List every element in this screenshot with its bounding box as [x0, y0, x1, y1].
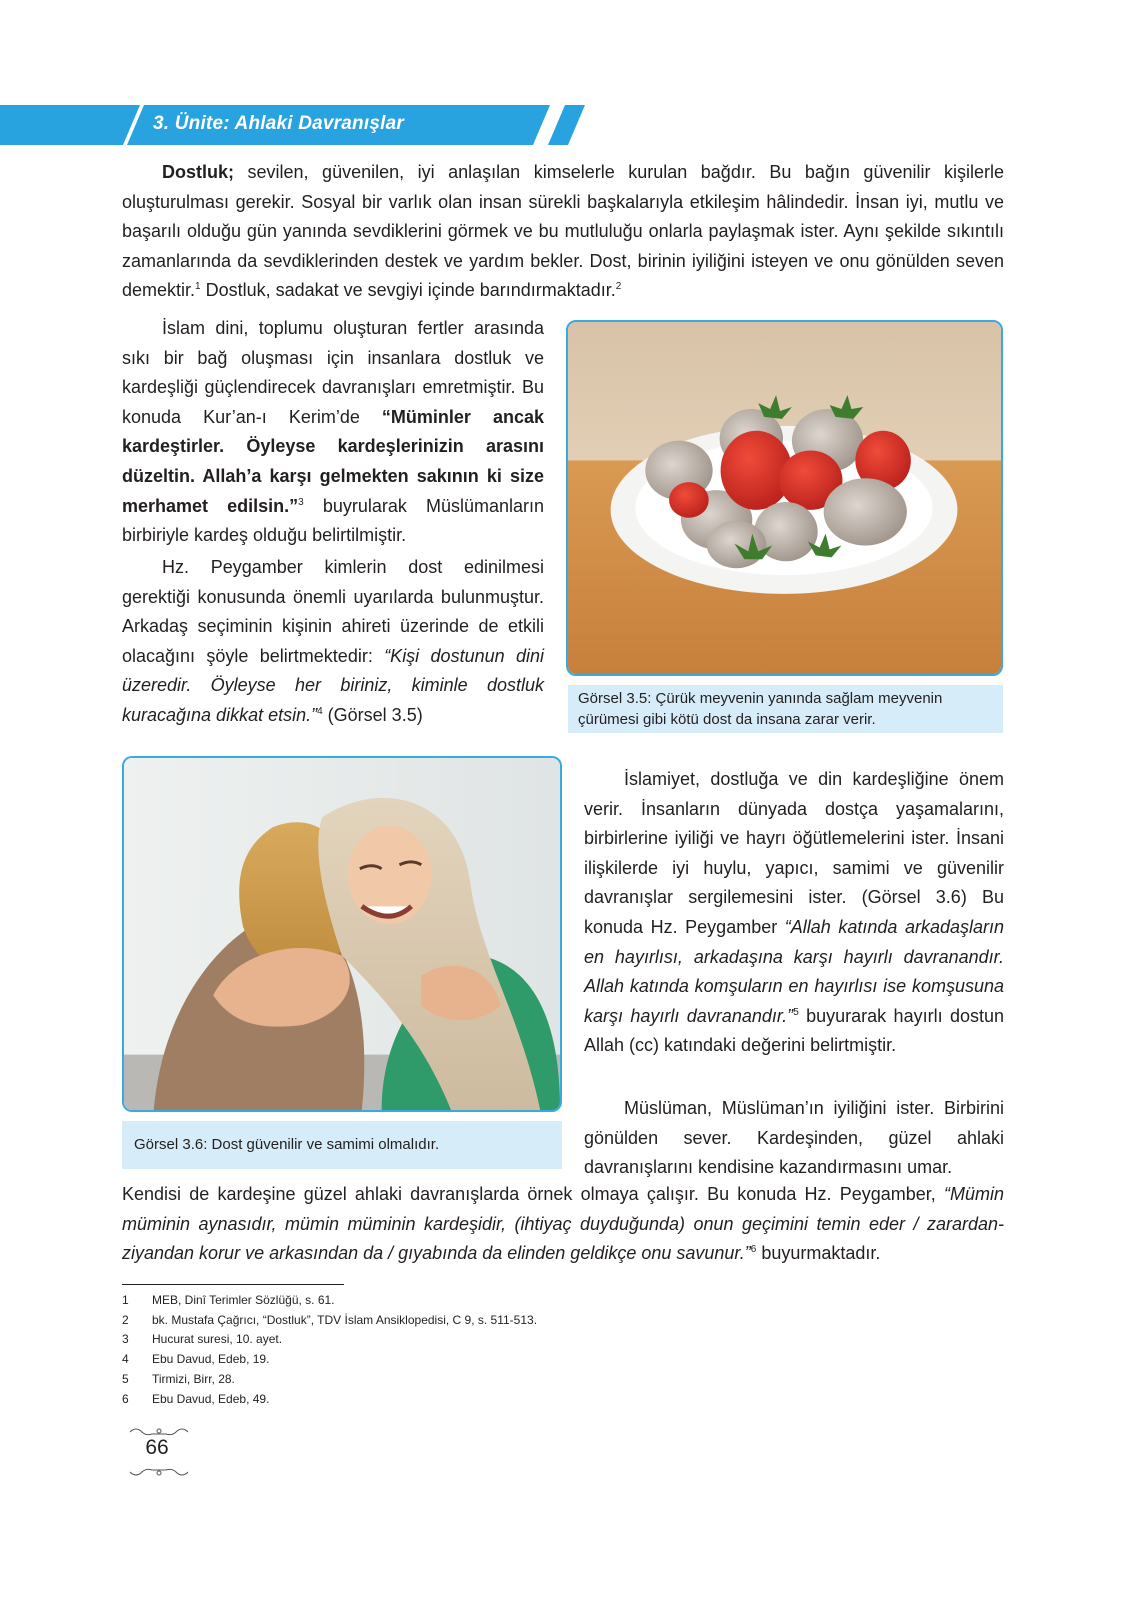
footnote-text: Hucurat suresi, 10. ayet.: [152, 1332, 283, 1347]
para4-text: İslamiyet, dostluğa ve din kardeşliğine önem verir. İnsanların dünyada dostça yaşamalarını, birbirlerine iyiliği ve hayrı öğütlemelerini ister. İnsani ilişkilerde iyi huylu, yapıcı, samimi ve güvenilir davranışlar sergilemesini ister. (Görsel 3.6) Bu konuda Hz. Peygamber: [584, 769, 1004, 937]
figure-3-6-caption: Görsel 3.6: Dost güvenilir ve samimi olmalıdır.: [122, 1121, 562, 1169]
hadith-quote-3: “Mümin müminin aynasıdır, mümin müminin kardeşidir, (ihtiyaç duyduğunda) onun geçimini temin eder / zarardan-ziyandan korur ve arkasından da / gıyabında da elinden geldikçe onu savunur.”: [122, 1184, 1004, 1264]
dostluk-term: Dostluk;: [162, 162, 234, 182]
footnote-item: [122, 1291, 537, 1311]
islam-brotherhood-paragraph: [122, 314, 544, 551]
footnote-ref-4: 4: [317, 705, 323, 717]
para3-text-2: (Görsel 3.5): [322, 704, 423, 725]
intro-paragraph: [122, 158, 1004, 306]
friend-choice-paragraph: [122, 553, 544, 731]
islam-friendship-paragraph: [584, 765, 1004, 1061]
para4-text-2: buyurarak hayırlı dostun Allah (cc) katındaki değerini belirtmiştir.: [584, 1005, 1004, 1056]
footnote-text: Ebu Davud, Edeb, 19.: [152, 1352, 270, 1367]
hadith-quote-2: “Allah katında arkadaşların en hayırlısı, arkadaşına karşı hayırlı davranandır. Allah katında komşuların en hayırlısı ise komşusuna karşı hayırlı davranandır.”: [584, 916, 1004, 1026]
footnote-item: [122, 1390, 537, 1410]
footnote-list: [122, 1291, 537, 1409]
footnote-item: [122, 1370, 537, 1390]
para6-text: Kendisi de kardeşine güzel ahlaki davranışlarda örnek olmaya çalışır. Bu konuda Hz. Peygamber,: [122, 1184, 944, 1204]
footnote-ref-1: 1: [195, 281, 201, 293]
muslim-goodwill-paragraph: [584, 1094, 1004, 1183]
figure-3-5-caption: Görsel 3.5: Çürük meyvenin yanında sağlam meyvenin çürümesi gibi kötü dost da insana zarar verir.: [568, 685, 1003, 733]
footnote-item: [122, 1330, 537, 1350]
footnote-number: 6: [122, 1391, 129, 1406]
para5-text: Müslüman, Müslüman’ın iyiliğini ister. Birbirini gönülden sever. Kardeşinden, güzel ahlaki davranışlarını kendisine kazandırmasını umar.: [584, 1098, 1004, 1178]
para2-text: İslam dini, toplumu oluşturan fertler arasında sıkı bir bağ oluşması için insanlara dostluk ve kardeşliği güçlendirecek davranışları emretmiştir. Bu konuda Kur’an-ı Kerim’de: [122, 318, 544, 427]
quran-quote: “Müminler ancak kardeştirler. Öyleyse kardeşlerinizin arasını düzeltin. Allah’a karşı gelmekten sakının ki size merhamet edilsin.”: [122, 406, 544, 516]
para6-text-2: buyurmaktadır.: [756, 1243, 881, 1264]
footnote-number: 2: [122, 1312, 129, 1327]
footnote-ref-3: 3: [298, 496, 304, 508]
para2-text-2: buyrularak Müslümanların birbiriyle kardeş olduğu belirtilmiştir.: [122, 495, 544, 546]
footnote-item: [122, 1311, 537, 1331]
intro-text: sevilen, güvenilen, iyi anlaşılan kimselerle kurulan bağdır. Bu bağın güvenilir kişilerle oluşturulması gerekir. Sosyal bir varlık olan insan sürekli başkalarıyla etkileşim hâlindedir. İnsan iyi, mutlu ve başarılı olduğu gün yanında sevdiklerini görmek ve bu mutluluğu onlarla paylaşmak ister. Aynı şekilde sıkıntılı zamanlarında da sevdiklerinden destek ve yardım bekler. Dost, birinin iyiliğini isteyen ve onu gönülden seven demektir.: [122, 162, 1004, 301]
footnote-text: Ebu Davud, Edeb, 49.: [152, 1391, 270, 1406]
footnote-number: 3: [122, 1332, 129, 1347]
strawberries-plate-image: [566, 320, 1003, 676]
footnote-ref-5: 5: [793, 1006, 799, 1018]
footnote-text: Tirmizi, Birr, 28.: [152, 1371, 235, 1386]
footnote-divider: [122, 1284, 344, 1285]
women-hugging-image: [122, 756, 562, 1112]
footnote-ref-6: 6: [750, 1244, 757, 1256]
footnote-ref-2: 2: [615, 281, 622, 293]
footnote-item: [122, 1350, 537, 1370]
page-number: 66: [145, 1436, 169, 1459]
footnote-number: 4: [122, 1352, 129, 1367]
intro-text-2: Dostluk, sadakat ve sevgiyi içinde barındırmaktadır.: [200, 280, 616, 301]
unit-title: 3. Ünite: Ahlaki Davranışlar: [153, 113, 404, 134]
footnote-text: MEB, Dinî Terimler Sözlüğü, s. 61.: [152, 1293, 335, 1307]
mirror-hadith-paragraph: [122, 1180, 1004, 1269]
footnote-number: 1: [122, 1293, 129, 1307]
footnote-text: bk. Mustafa Çağrıcı, “Dostluk”, TDV İslam Ansiklopedisi, C 9, s. 511-513.: [152, 1312, 538, 1327]
para3-text: Hz. Peygamber kimlerin dost edinilmesi gerektiği konusunda önemli uyarılarda bulunmuştur. Arkadaş seçiminin kişinin ahireti üzerinde de etkili olacağını şöyle belirtmektedir:: [122, 557, 544, 666]
footnote-number: 5: [122, 1371, 129, 1386]
hadith-quote-1: “Kişi dostunun dini üzeredir. Öyleyse her biriniz, kiminle dostluk kuracağına dikkat etsin.”: [122, 645, 544, 725]
